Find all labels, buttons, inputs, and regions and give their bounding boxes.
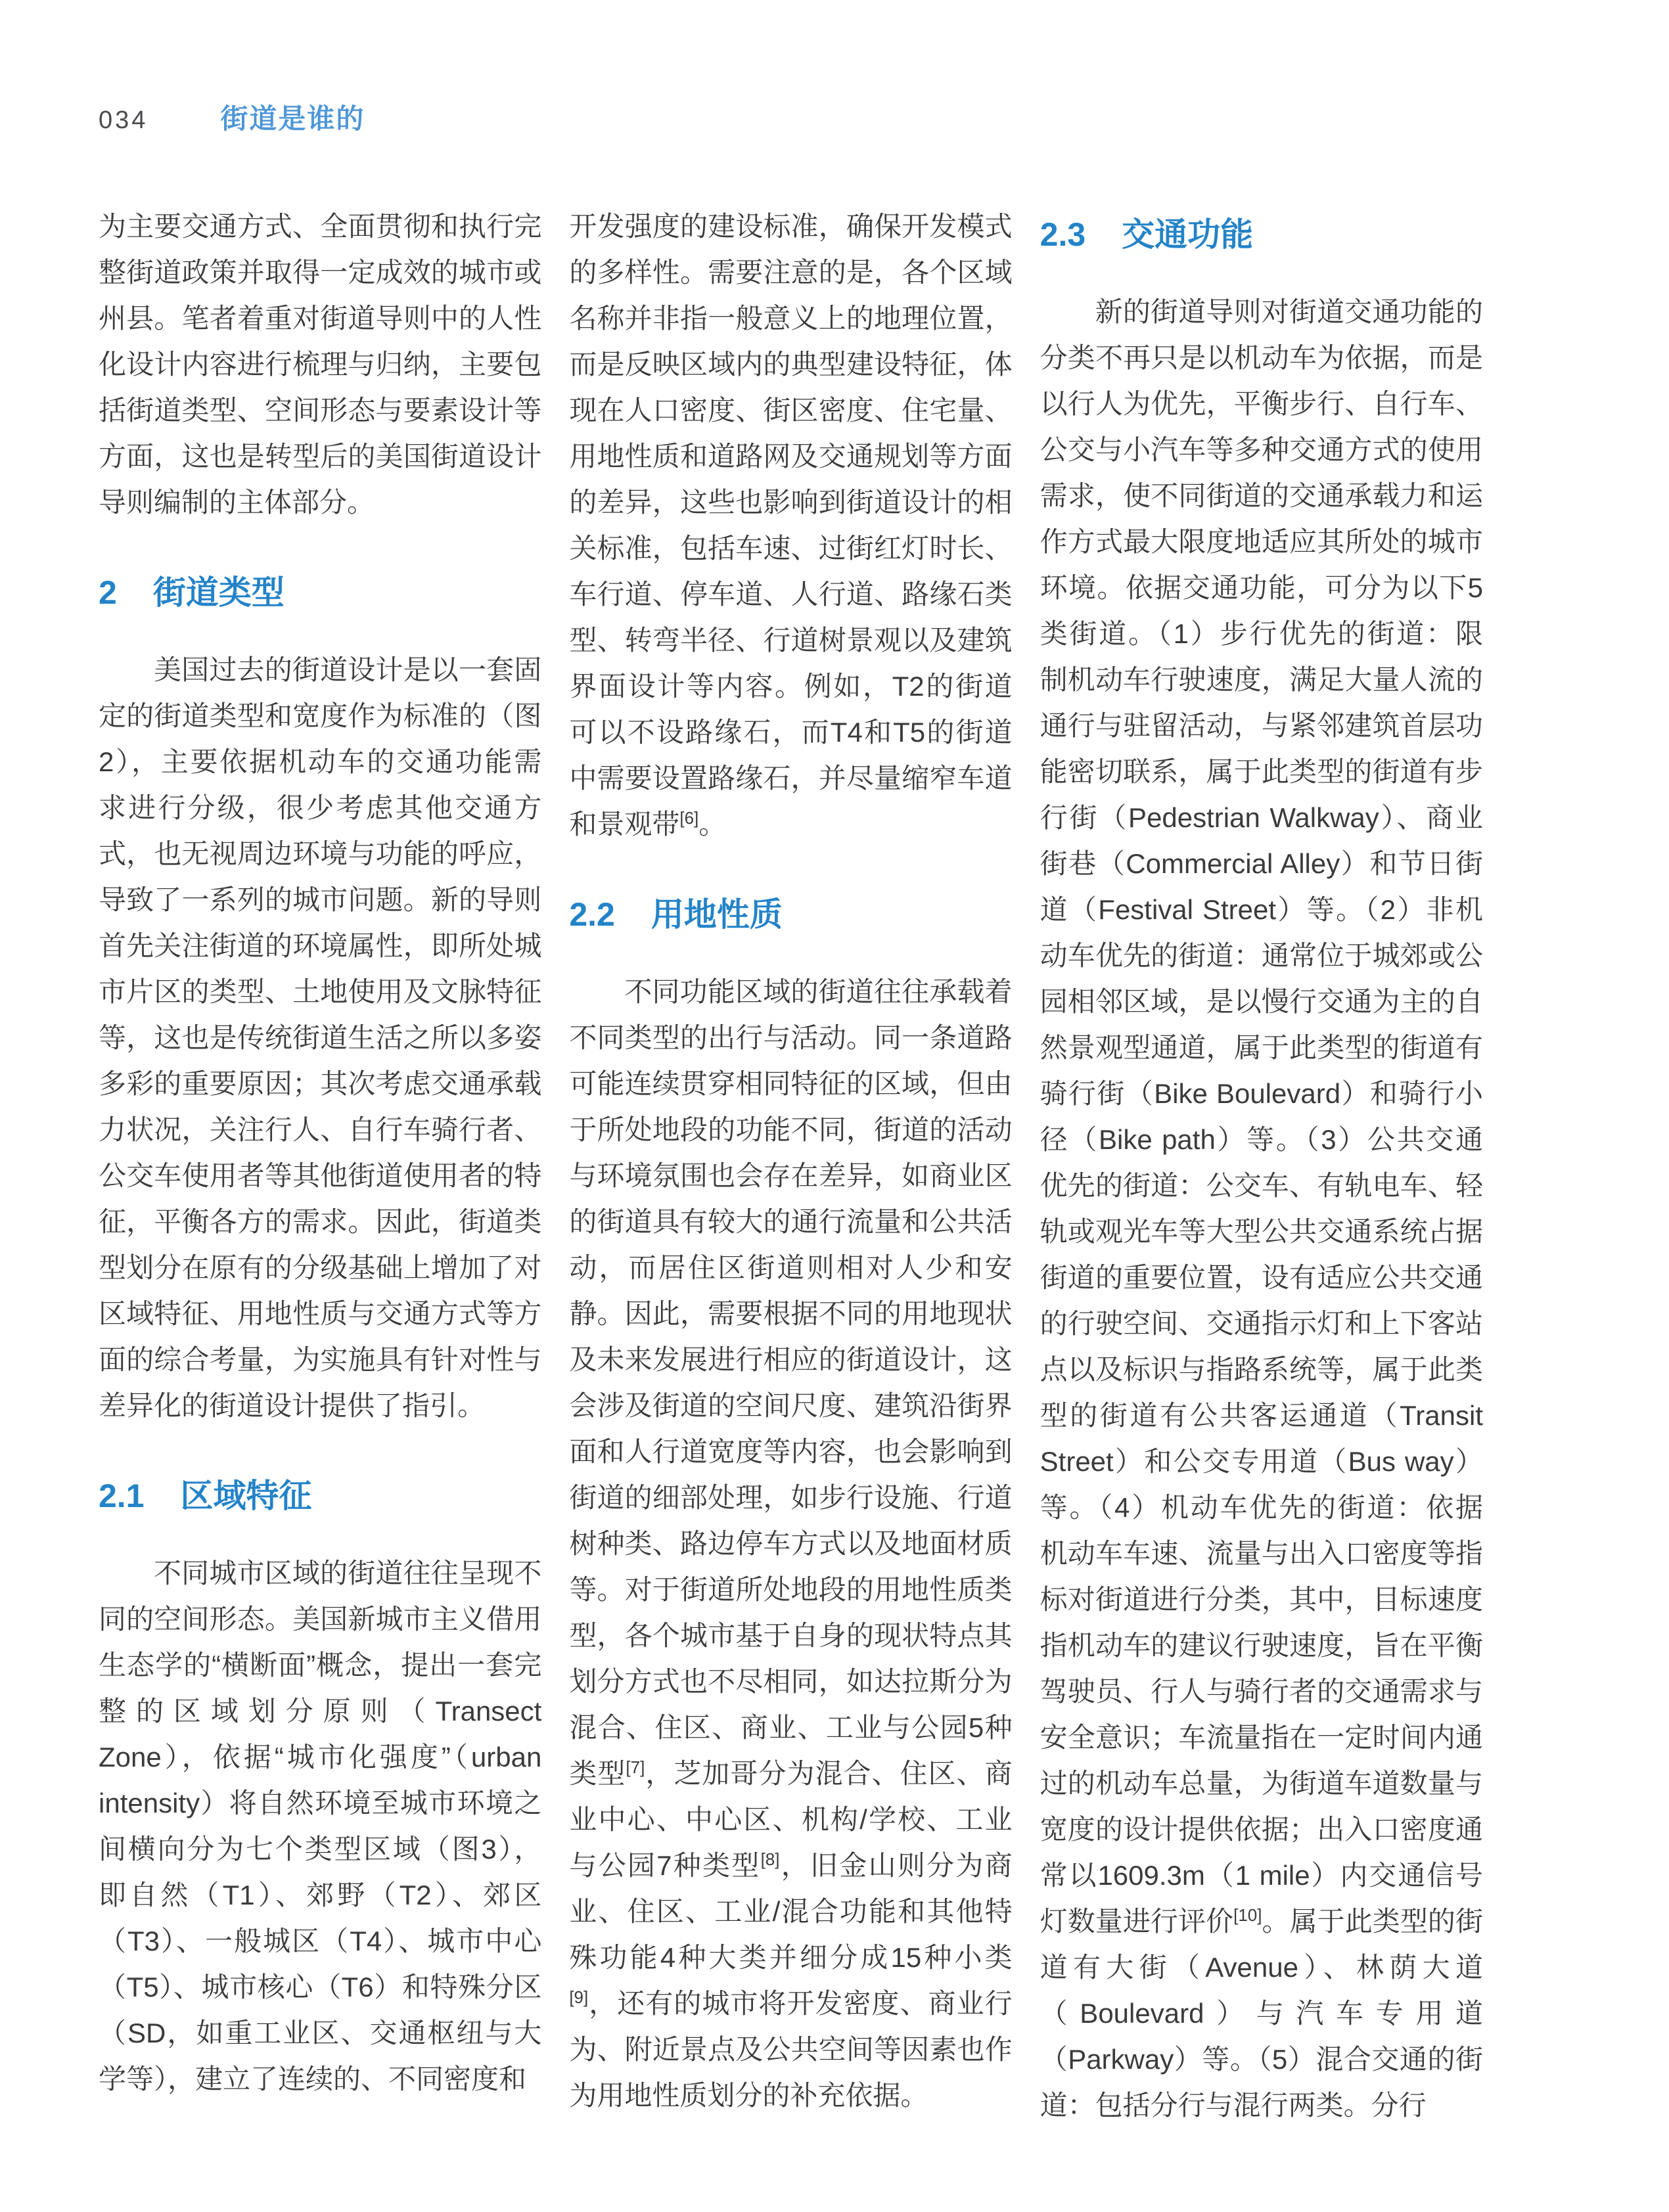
section-title: 交通功能 (1122, 216, 1254, 253)
section-title: 区域特征 (180, 1478, 312, 1514)
reference-marker: [8] (760, 1849, 780, 1869)
section-title: 街道类型 (152, 574, 285, 611)
body-paragraph (99, 1550, 541, 2102)
body-paragraph (99, 647, 541, 1429)
reference-marker: [7] (626, 1757, 645, 1777)
section-number: 2 (99, 574, 117, 611)
section-heading (99, 1465, 541, 1527)
page-number: 034 (99, 106, 149, 134)
body-paragraph (99, 204, 541, 526)
text-run: 。 (698, 809, 727, 840)
column-3 (1040, 204, 1483, 2129)
text-run: 开发强度的建设标准，确保开发模式的多样性。需要注意的是，各个区域名称并非指一般意义上的地理位置，而是反映区域内的典型建设特征，体现在人口密度、街区密度、住宅量、用地性质和道路网及交通规划等方面的差异，这些也影响到街道设计的相关标准，包括车速、过街红灯时长、车行道、停车道、人行道、路缘石类型、转弯半径、行道树景观以及建筑界面设计等内容。例如，T2的街道可以不设路缘石，而T4和T5的街道中需要设置路缘石，并尽量缩窄车道和景观带 (569, 211, 1013, 840)
body-paragraph (569, 969, 1012, 2119)
reference-marker: [6] (679, 808, 699, 828)
text-run: ，还有的城市将开发密度、商业行为、附近景点及公共空间等因素也作为用地性质划分的补充依据。 (569, 1988, 1013, 2111)
text-run: ，旧金山则分为商业、住区、工业/混合功能和其他特殊功能4种大类并细分成15种小类 (569, 1850, 1013, 1973)
text-run: ，芝加哥分为混合、住区、商业中心、中心区、机构/学校、工业与公园7种类型 (569, 1758, 1013, 1881)
text-run: 美国过去的街道设计是以一套固定的街道类型和宽度作为标准的（图2），主要依据机动车的交通功能需求进行分级，很少考虑其他交通方式，也无视周边环境与功能的呼应，导致了一系列的城市问题。新的导则首先关注街道的环境属性，即所处城市片区的类型、土地使用及文脉特征等，这也是传统街道生活之所以多姿多彩的重要原因；其次考虑交通承载力状况，关注行人、自行车骑行者、公交车使用者等其他街道使用者的特征，平衡各方的需求。因此，街道类型划分在原有的分级基础上增加了对区域特征、用地性质与交通方式等方面的综合考量，为实施具有针对性与差异化的街道设计提供了指引。 (99, 654, 542, 1421)
body-paragraph (1040, 289, 1483, 2129)
section-heading (1040, 204, 1483, 266)
section-number: 2.1 (99, 1478, 145, 1514)
running-title: 街道是谁的 (220, 103, 365, 134)
body-paragraph (569, 204, 1012, 847)
text-columns (99, 204, 1483, 2129)
text-run: 为主要交通方式、全面贯彻和执行完整街道政策并取得一定成效的城市或州县。笔者着重对街道导则中的人性化设计内容进行梳理与归纳，主要包括街道类型、空间形态与要素设计等方面，这也是转型后的美国街道设计导则编制的主体部分。 (99, 211, 542, 518)
text-run: 不同功能区域的街道往往承载着不同类型的出行与活动。同一条道路可能连续贯穿相同特征的区域，但由于所处地段的功能不同，街道的活动与环境氛围也会存在差异，如商业区的街道具有较大的通行流量和公共活动，而居住区街道则相对人少和安静。因此，需要根据不同的用地现状及未来发展进行相应的街道设计，这会涉及街道的空间尺度、建筑沿街界面和人行道宽度等内容，也会影响到街道的细部处理，如步行设施、行道树种类、路边停车方式以及地面材质等。对于街道所处地段的用地性质类型，各个城市基于自身的现状特点其划分方式也不尽相同，如达拉斯分为混合、住区、商业、工业与公园5种类型 (569, 976, 1013, 1789)
text-run: 。属于此类型的街道有大街（Avenue）、林荫大道（Boulevard）与汽车专用道（Parkway）等。（5）混合交通的街道：包括分行与混行两类。分行 (1040, 1906, 1483, 2121)
text-run: 不同城市区域的街道往往呈现不同的空间形态。美国新城市主义借用生态学的“横断面”概念，提出一套完整的区域划分原则（Transect Zone），依据“城市化强度”（urban intensity）将自然环境至城市环境之间横向分为七个类型区域（图3），即自然（T1）、郊野（T2）、郊区（T3）、一般城区（T4）、城市中心（T5）、城市核心（T6）和特殊分区（SD，如重工业区、交通枢纽与大学等），建立了连续的、不同密度和 (99, 1558, 542, 2094)
section-heading (569, 884, 1012, 946)
text-run: 新的街道导则对街道交通功能的分类不再只是以机动车为依据，而是以行人为优先，平衡步行、自行车、公交与小汽车等多种交通方式的使用需求，使不同街道的交通承载力和运作方式最大限度地适应其所处的城市环境。依据交通功能，可分为以下5类街道。（1）步行优先的街道：限制机动车行驶速度，满足大量人流的通行与驻留活动，与紧邻建筑首层功能密切联系，属于此类型的街道有步行街（Pedestrian Walkway）、商业街巷（Commercial Alley）和节日街道（Festival Street）等。（2）非机动车优先的街道：通常位于城郊或公园相邻区域，是以慢行交通为主的自然景观型通道，属于此类型的街道有骑行街（Bike Boulevard）和骑行小径（Bike path）等。（3）公共交通优先的街道：公交车、有轨电车、轻轨或观光车等大型公共交通系统占据街道的重要位置，设有适应公共交通的行驶空间、交通指示灯和上下客站点以及标识与指路系统等，属于此类型的街道有公共客运通道（Transit Street）和公交专用道（Bus way）等。（4）机动车优先的街道：依据机动车车速、流量与出入口密度等指标对街道进行分类，其中，目标速度指机动车的建议行驶速度，旨在平衡驾驶员、行人与骑行者的交通需求与安全意识；车流量指在一定时间内通过的机动车总量，为街道车道数量与宽度的设计提供依据；出入口密度通常以1609.3m（1 mile）内交通信号灯数量进行评价 (1040, 296, 1483, 1937)
section-title: 用地性质 (651, 896, 783, 933)
reference-marker: [9] (569, 1987, 589, 2007)
section-number: 2.3 (1040, 216, 1086, 253)
column-2 (569, 204, 1012, 2119)
section-heading (99, 562, 541, 624)
column-1 (99, 204, 541, 2102)
reference-marker: [10] (1233, 1905, 1262, 1925)
section-number: 2.2 (569, 896, 615, 933)
page-header (99, 97, 1483, 134)
